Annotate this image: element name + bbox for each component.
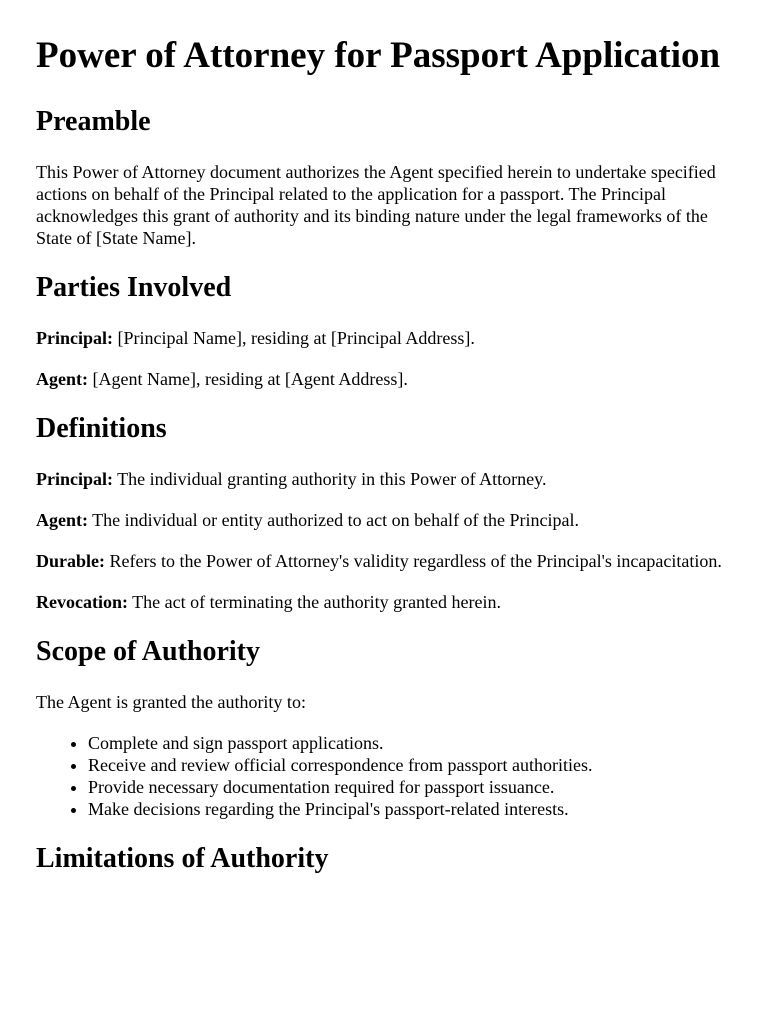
definition-term: Durable: xyxy=(36,551,105,571)
scope-list-item: • Provide necessary documentation required for passport issuance. xyxy=(88,776,734,798)
definition-text: The individual or entity authorized to act on behalf of the Principal. xyxy=(88,510,580,530)
party-agent-text: [Agent Name], residing at [Agent Address]. xyxy=(88,369,408,389)
limitations-heading: Limitations of Authority xyxy=(36,843,329,874)
party-agent-label: Agent: xyxy=(36,369,88,389)
scope-list-item: • Make decisions regarding the Principal's passport-related interests. xyxy=(88,798,734,820)
scope-intro: The Agent is granted the authority to: xyxy=(36,692,306,712)
scope-heading: Scope of Authority xyxy=(36,636,260,667)
parties-section xyxy=(36,271,734,390)
definition-text: The individual granting authority in this Power of Attorney. xyxy=(113,469,547,489)
parties-heading: Parties Involved xyxy=(36,272,232,303)
party-principal-text: [Principal Name], residing at [Principal Address]. xyxy=(113,328,475,348)
definition-text: Refers to the Power of Attorney's validity regardless of the Principal's incapacitation. xyxy=(105,551,722,571)
scope-list-item: • Complete and sign passport applications. xyxy=(88,732,734,754)
definitions-heading: Definitions xyxy=(36,413,167,444)
definition-text: The act of terminating the authority granted herein. xyxy=(127,592,502,612)
definition-item xyxy=(36,591,734,613)
party-principal-label: Principal: xyxy=(36,328,113,348)
definition-item xyxy=(36,550,734,572)
scope-list xyxy=(36,732,734,820)
document-title: Power of Attorney for Passport Application xyxy=(36,35,721,76)
party-agent xyxy=(36,368,734,390)
preamble-section xyxy=(36,105,734,249)
definition-term: Principal: xyxy=(36,469,113,489)
preamble-heading: Preamble xyxy=(36,106,151,137)
definition-item xyxy=(36,509,734,531)
scope-section xyxy=(36,635,734,820)
limitations-section xyxy=(36,842,734,876)
party-principal xyxy=(36,327,734,349)
definition-item xyxy=(36,468,734,490)
definition-term: Agent: xyxy=(36,510,88,530)
scope-list-item: • Receive and review official correspondence from passport authorities. xyxy=(88,754,734,776)
definitions-section xyxy=(36,412,734,613)
preamble-text: This Power of Attorney document authorizes the Agent specified herein to undertake specified actions on behalf of the Principal related to the application for a passport. The Principal acknowledges this grant of authority and its binding nature under the legal frameworks of the State of [State Name]. xyxy=(36,162,716,248)
definition-term: Revocation: xyxy=(36,592,128,612)
